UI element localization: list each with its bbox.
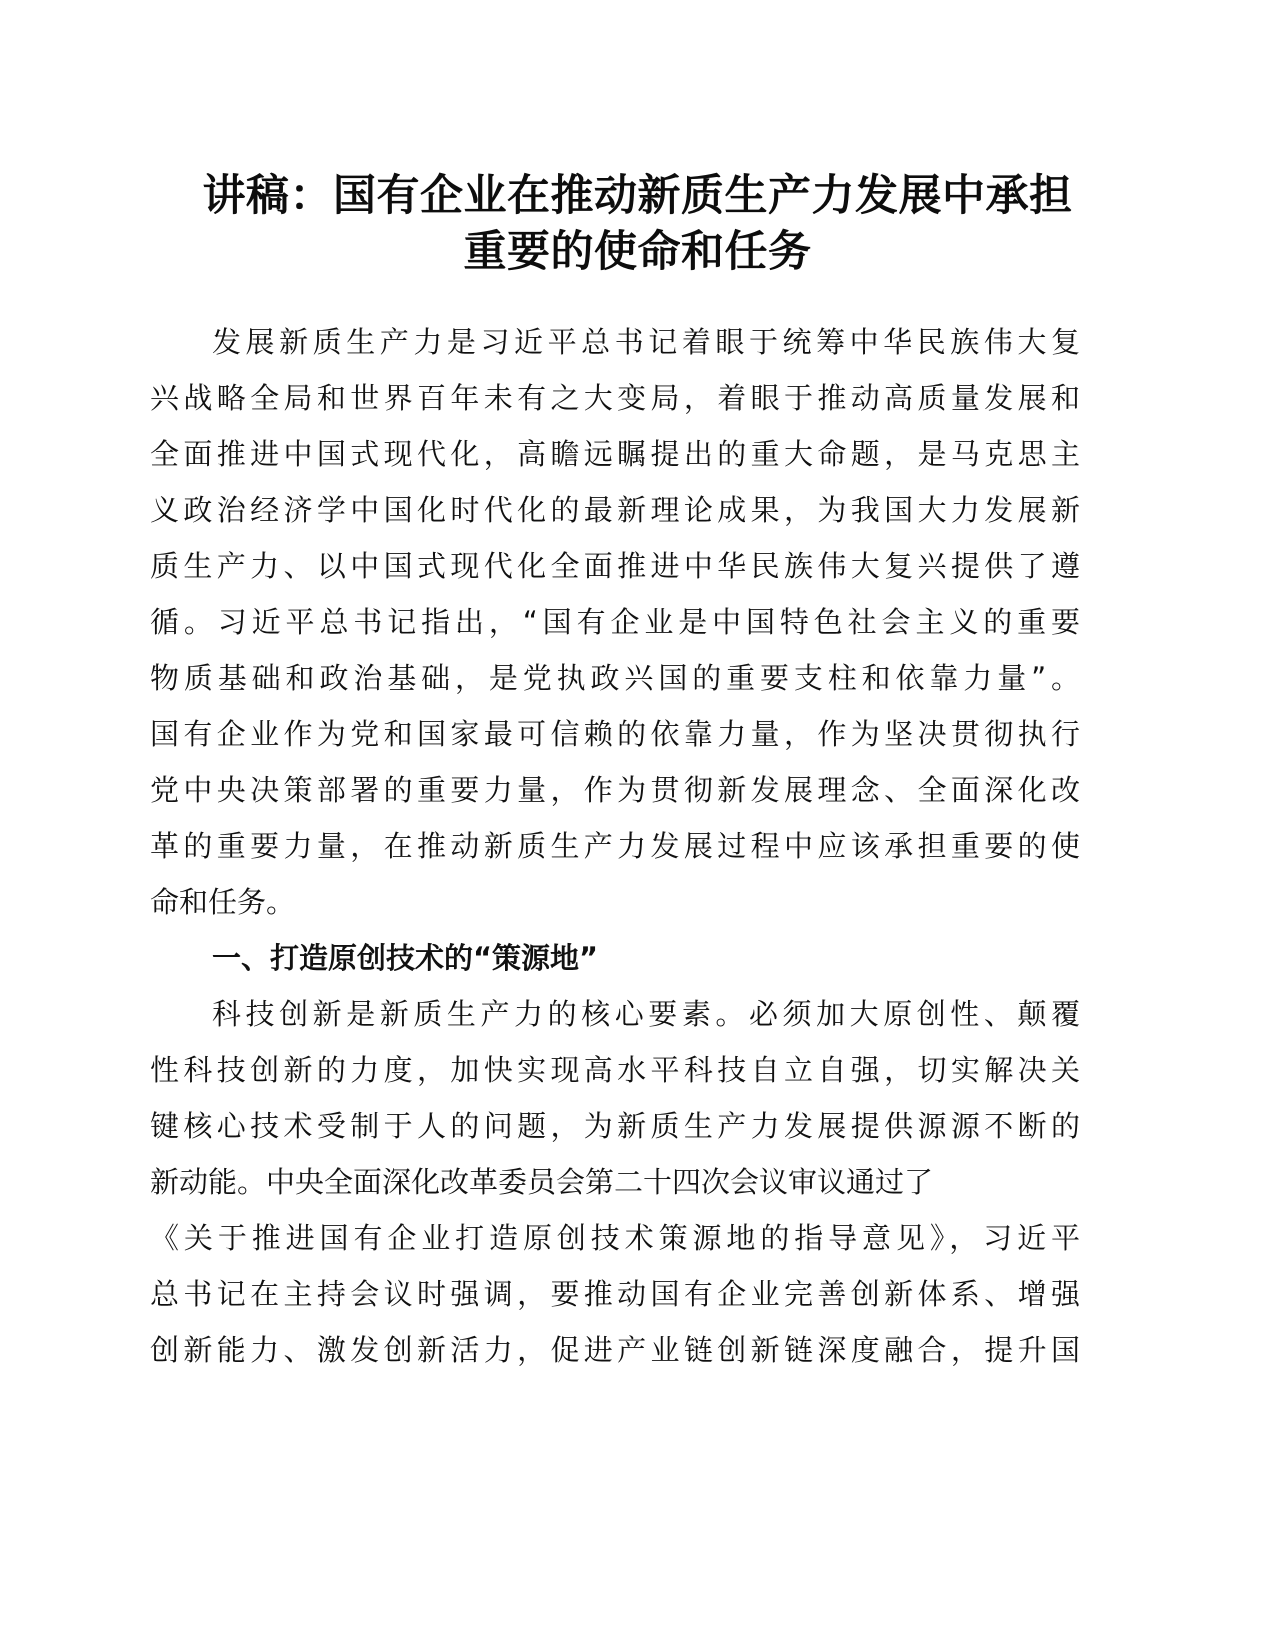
text-line: 命和任务。 xyxy=(150,885,296,919)
text-line: 全面推进中国式现代化，高瞻远瞩提出的重大命题，是马克思主 xyxy=(150,437,1080,471)
text-line: 科技创新是新质生产力的核心要素。必须加大原创性、颠覆 xyxy=(212,997,1080,1031)
document-body xyxy=(150,314,1080,1378)
paragraph-1 xyxy=(150,314,1080,930)
paragraph-2 xyxy=(150,986,1080,1378)
text-line: 革的重要力量，在推动新质生产力发展过程中应该承担重要的使 xyxy=(150,829,1080,863)
text-line: 《关于推进国有企业打造原创技术策源地的指导意见》，习近平 xyxy=(150,1221,1080,1255)
text-line: 义政治经济学中国化时代化的最新理论成果，为我国大力发展新 xyxy=(150,493,1080,527)
text-line: 兴战略全局和世界百年未有之大变局，着眼于推动高质量发展和 xyxy=(150,381,1080,415)
text-line: 物质基础和政治基础，是党执政兴国的重要支柱和依靠力量”。 xyxy=(150,661,1080,695)
text-line: 键核心技术受制于人的问题，为新质生产力发展提供源源不断的 xyxy=(150,1109,1080,1143)
text-line: 新动能。中央全面深化改革委员会第二十四次会议审议通过了 xyxy=(150,1165,934,1199)
text-line: 国有企业作为党和国家最可信赖的依靠力量，作为坚决贯彻执行 xyxy=(150,717,1080,751)
text-line: 循。习近平总书记指出，“国有企业是中国特色社会主义的重要 xyxy=(150,605,1080,639)
text-line: 性科技创新的力度，加快实现高水平科技自立自强，切实解决关 xyxy=(150,1053,1080,1087)
text-line: 党中央决策部署的重要力量，作为贯彻新发展理念、全面深化改 xyxy=(150,773,1080,807)
title-line-1: 讲稿：国有企业在推动新质生产力发展中承担 xyxy=(202,171,1073,221)
title-line-2: 重要的使命和任务 xyxy=(463,227,812,277)
text-line: 总书记在主持会议时强调，要推动国有企业完善创新体系、增强 xyxy=(150,1277,1080,1311)
text-line: 质生产力、以中国式现代化全面推进中华民族伟大复兴提供了遵 xyxy=(150,549,1080,583)
text-line: 发展新质生产力是习近平总书记着眼于统筹中华民族伟大复 xyxy=(212,325,1080,359)
text-line: 创新能力、激发创新活力，促进产业链创新链深度融合，提升国 xyxy=(150,1333,1080,1367)
section-heading-1: 一、打造原创技术的“策源地” xyxy=(212,941,599,975)
document-title xyxy=(150,168,1125,280)
